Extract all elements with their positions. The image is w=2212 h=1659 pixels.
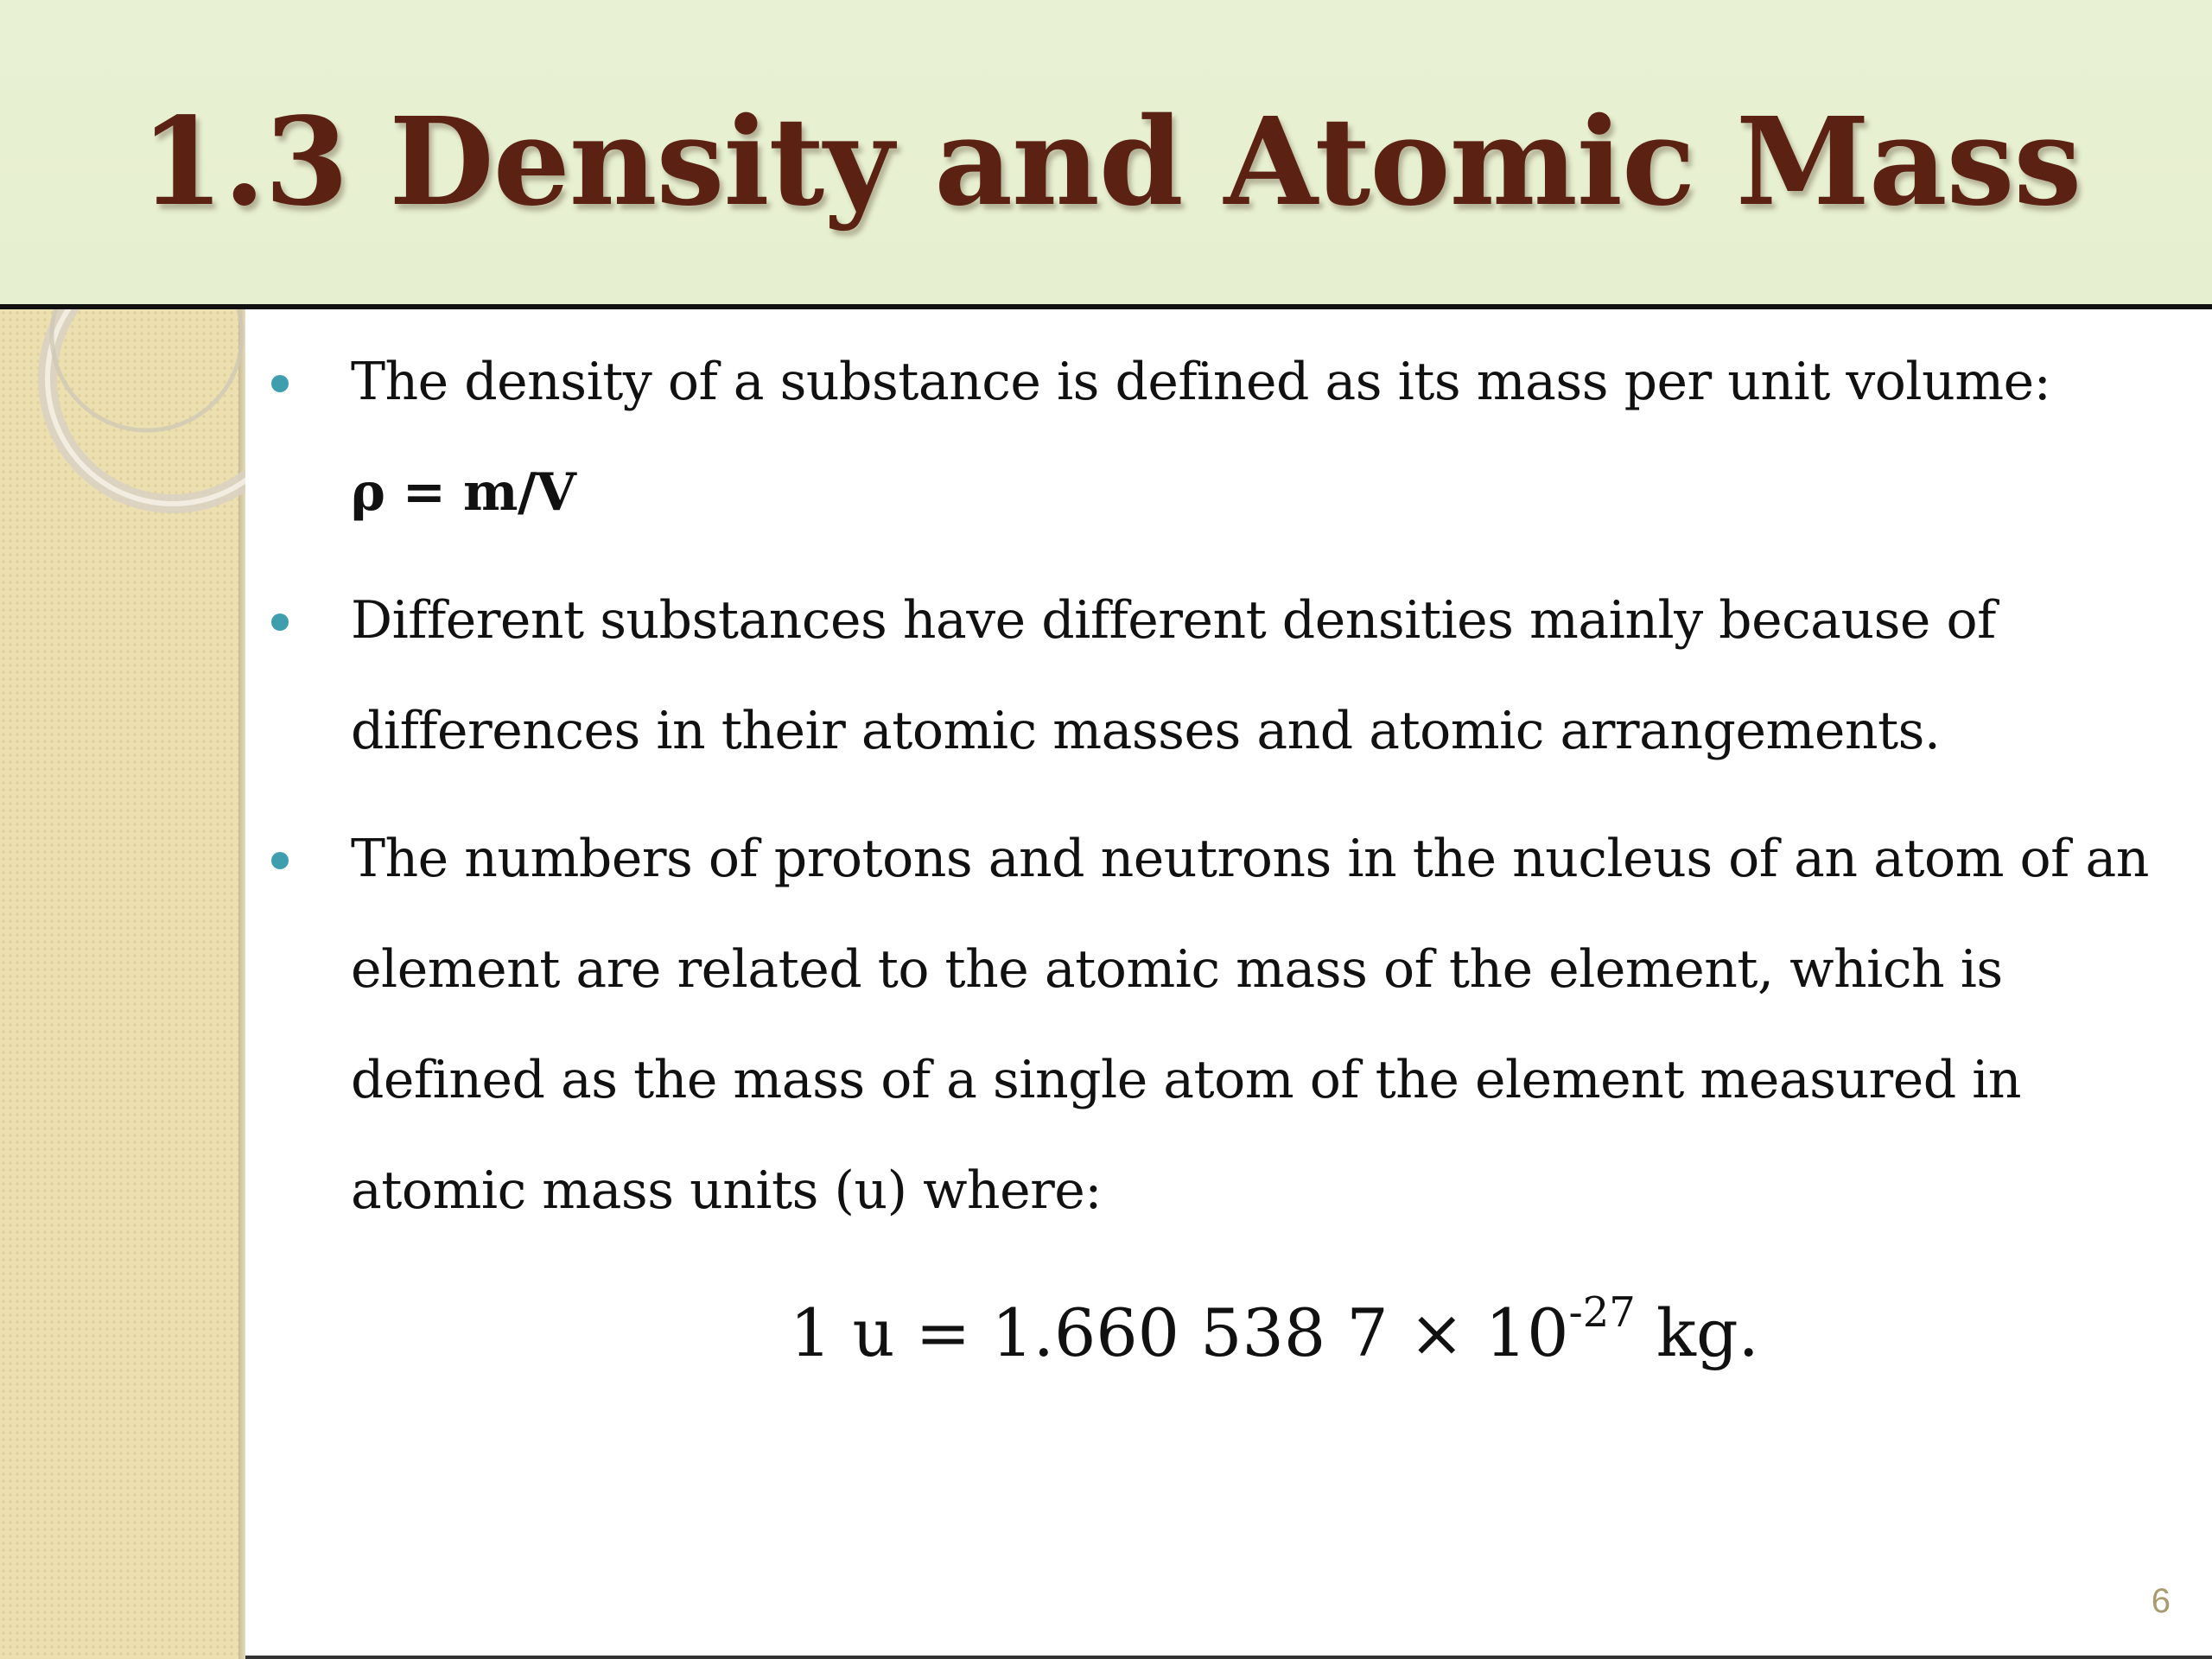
bottom-divider bbox=[245, 1656, 2212, 1659]
slide-body bbox=[259, 327, 2160, 1263]
page-number: 6 bbox=[2151, 1582, 2171, 1620]
equation-exponent: -27 bbox=[1568, 1288, 1636, 1337]
bullet-icon bbox=[271, 613, 289, 631]
header-divider bbox=[0, 304, 2212, 309]
bullet-item bbox=[259, 327, 2160, 548]
atomic-mass-unit-equation bbox=[790, 1286, 1759, 1381]
equation-base: 1 u = 1.660 538 7 × 10 bbox=[790, 1294, 1569, 1371]
bullet-text: The density of a substance is defined as its mass per unit volume: bbox=[351, 352, 2051, 412]
bullet-text: Different substances have different densities mainly because of differences in their atomic masses and atomic arrangements. bbox=[351, 590, 1996, 761]
bullet-item bbox=[259, 565, 2160, 786]
bullet-icon bbox=[271, 375, 289, 392]
slide-title: 1.3 Density and Atomic Mass bbox=[140, 92, 2082, 233]
density-formula: ρ = m/V bbox=[351, 462, 576, 523]
bullet-item bbox=[259, 804, 2160, 1246]
bullet-icon bbox=[271, 852, 289, 869]
decorative-ring-icon bbox=[0, 309, 245, 534]
bullet-text: The numbers of protons and neutrons in the nucleus of an atom of an element are related to the atomic mass of the element, which is defined as the mass of a single atom of the element measured in atomic mass units (u) where: bbox=[351, 829, 2149, 1221]
equation-unit: kg. bbox=[1635, 1294, 1759, 1371]
